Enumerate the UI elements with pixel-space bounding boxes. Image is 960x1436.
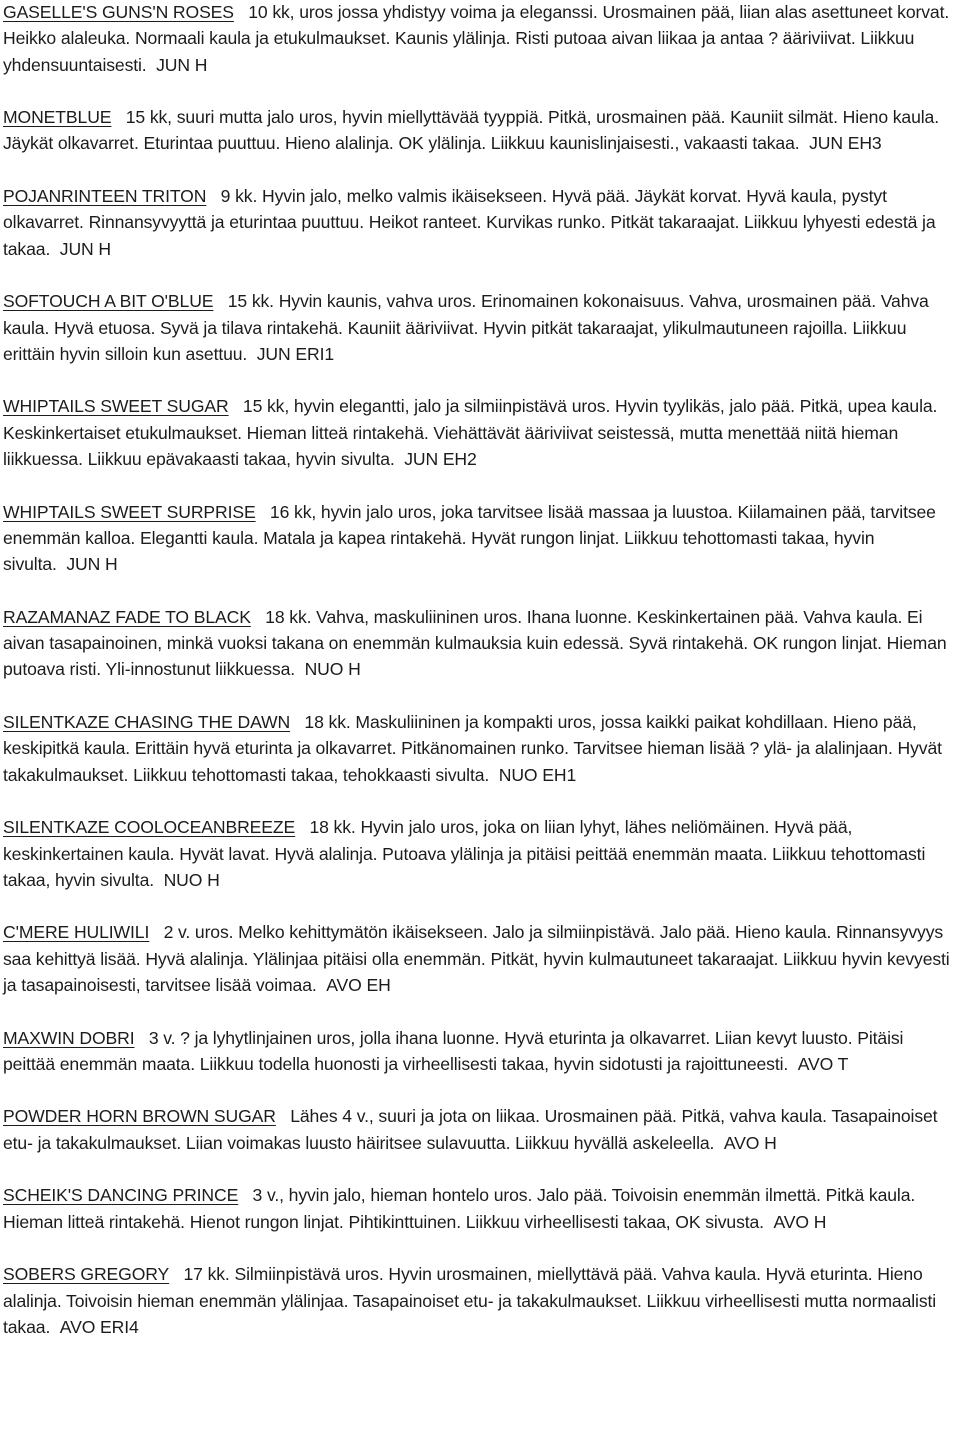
- dog-result: NUO EH1: [498, 764, 577, 785]
- dog-critique: 9 kk. Hyvin jalo, melko valmis ikäisekseen. Hyvä pää. Jäykät korvat. Hyvä kaula, pystyt olkavarret. Rinnansyvyyttä ja eturintaa puuttuu. Heikot ranteet. Kurvikas runko. Pitkät takaraajat. Liikkuu lyhyesti edestä ja takaa.: [3, 186, 936, 259]
- dog-result: JUN EH2: [404, 449, 477, 470]
- dog-result: AVO EH: [326, 974, 391, 995]
- dog-critique: 18 kk. Vahva, maskuliininen uros. Ihana luonne. Keskinkertainen pää. Vahva kaula. Ei aivan tasapainoinen, minkä vuoksi takana on enemmän kulmauksia kuin edessä. Syvä rintakehä. OK rungon linjat. Hieman putoava risti. Yli-innostunut liikkuessa.: [3, 606, 947, 680]
- dog-name: SOBERS GREGORY: [3, 1264, 170, 1285]
- dog-result: JUN H: [66, 554, 118, 575]
- dog-entry: [3, 919, 958, 998]
- dog-critique: 15 kk, hyvin elegantti, jalo ja silmiinpistävä uros. Hyvin tyylikäs, jalo pää. Pitkä, upea kaula. Keskinkertaiset etukulmaukset. Hieman litteä rintakehä. Viehättävät ääriviivat seistessä, mutta menettää niitä hieman liikkuessa. Liikkuu epävakaasti takaa, hyvin sivulta.: [3, 396, 938, 470]
- dog-critique: 2 v. uros. Melko kehittymätön ikäisekseen. Jalo ja silmiinpistävä. Jalo pää. Hieno kaula. Rinnansyvyys saa kehittyä lisää. Hyvä alalinja. Ylälinjaa pitäisi olla enemmän. Pitkät, hyvin kulmautuneet takaraajat. Liikkuu hyvin kevyesti ja tasapainoisesti, tarvitsee lisää voimaa.: [3, 922, 950, 995]
- dog-result: NUO H: [163, 869, 220, 890]
- dog-entry: [3, 1103, 958, 1156]
- dog-entry: [3, 604, 958, 683]
- dog-entry: [3, 104, 958, 157]
- dog-result: AVO T: [797, 1053, 849, 1074]
- dog-name: SILENTKAZE CHASING THE DAWN: [3, 712, 291, 733]
- dog-critique: Lähes 4 v., suuri ja jota on liikaa. Urosmainen pää. Pitkä, vahva kaula. Tasapainoiset etu- ja takakulmaukset. Liian voimakas luusto häiritsee sulavuutta. Liikkuu hyvällä askeleella.: [3, 1106, 938, 1153]
- dog-result: AVO ERI4: [59, 1316, 139, 1337]
- dog-critique: 3 v., hyvin jalo, hieman hontelo uros. Jalo pää. Toivoisin enemmän ilmettä. Pitkä kaula. Hieman litteä rintakehä. Hienot rungon linjat. Pihtikinttuinen. Liikkuu virheellisesti takaa, OK sivusta.: [3, 1185, 916, 1232]
- dog-result: AVO H: [723, 1132, 777, 1153]
- dog-result: NUO H: [304, 659, 361, 680]
- dog-critique: 10 kk, uros jossa yhdistyy voima ja eleganssi. Urosmainen pää, liian alas asettuneet korvat. Heikko alaleuka. Normaali kaula ja etukulmaukset. Kaunis ylälinja. Risti putoaa aivan liikaa ja antaa ? ääriviivat. Liikkuu yhdensuuntaisesti.: [3, 2, 950, 75]
- dog-entry: [3, 393, 958, 472]
- dog-critique: 15 kk. Hyvin kaunis, vahva uros. Erinomainen kokonaisuus. Vahva, urosmainen pää. Vahva kaula. Hyvä etuosa. Syvä ja tilava rintakehä. Kauniit ääriviivat. Hyvin pitkät takaraajat, ylikulmautuneen rajoilla. Liikkuu erittäin hyvin silloin kun asettuu.: [3, 291, 929, 364]
- dog-entry: [3, 814, 958, 893]
- dog-result: JUN EH3: [809, 133, 882, 154]
- dog-critique: 16 kk, hyvin jalo uros, joka tarvitsee lisää massaa ja luustoa. Kiilamainen pää, tarvitsee enemmän kalloa. Elegantti kaula. Matala ja kapea rintakehä. Hyvät rungon linjat. Liikkuu tehottomasti takaa, hyvin sivulta.: [3, 501, 936, 575]
- dog-critique: 18 kk. Maskuliininen ja kompakti uros, jossa kaikki paikat kohdillaan. Hieno pää, keskipitkä kaula. Erittäin hyvä eturinta ja olkavarret. Pitkänomainen runko. Tarvitsee hieman lisää ? ylä- ja alalinjaan. Hyvät takakulmaukset. Liikkuu tehottomasti takaa, tehokkaasti sivulta.: [3, 712, 942, 785]
- dog-name: SCHEIK'S DANCING PRINCE: [3, 1185, 239, 1206]
- dog-name: WHIPTAILS SWEET SUGAR: [3, 396, 229, 417]
- dog-name: SILENTKAZE COOLOCEANBREEZE: [3, 817, 296, 838]
- dog-name: MONETBLUE: [3, 107, 112, 128]
- dog-name: POWDER HORN BROWN SUGAR: [3, 1106, 276, 1127]
- dog-entry: [3, 0, 958, 78]
- dog-critique: 18 kk. Hyvin jalo uros, joka on liian lyhyt, lähes neliömäinen. Hyvä pää, keskinkertainen kaula. Hyvät lavat. Hyvä alalinja. Putoava ylälinja ja pitäisi peittää enemmän maata. Liikkuu tehottomasti takaa, hyvin sivulta.: [3, 817, 926, 890]
- dog-critique: 3 v. ? ja lyhytlinjainen uros, jolla ihana luonne. Hyvä eturinta ja olkavarret. Liian kevyt luusto. Pitäisi peittää enemmän maata. Liikkuu todella huonosti ja virheellisesti takaa, hyvin sidotusti ja rajoittuneesti.: [3, 1027, 904, 1074]
- dog-entry: [3, 1025, 958, 1078]
- dog-critique: 17 kk. Silmiinpistävä uros. Hyvin urosmainen, miellyttävä pää. Vahva kaula. Hyvä eturinta. Hieno alalinja. Toivoisin hieman enemmän ylälinjaa. Tasapainoiset etu- ja takakulmaukset. Liikkuu virheellisesti mutta normaalisti takaa.: [3, 1264, 937, 1337]
- dog-result: JUN H: [59, 238, 111, 259]
- dog-result: JUN ERI1: [256, 343, 334, 364]
- dog-entry: [3, 1261, 958, 1340]
- dog-entry: [3, 288, 958, 367]
- dog-name: POJANRINTEEN TRITON: [3, 186, 207, 207]
- dog-name: GASELLE'S GUNS'N ROSES: [3, 2, 234, 22]
- dog-name: WHIPTAILS SWEET SURPRISE: [3, 501, 256, 522]
- dog-name: SOFTOUCH A BIT O'BLUE: [3, 291, 214, 312]
- dog-name: RAZAMANAZ FADE TO BLACK: [3, 606, 251, 627]
- dog-entry: [3, 499, 958, 578]
- dog-entry: [3, 183, 958, 262]
- dog-entry: [3, 1182, 958, 1235]
- dog-result: AVO H: [773, 1211, 827, 1232]
- dog-name: C'MERE HULIWILI: [3, 922, 150, 943]
- dog-critique: 15 kk, suuri mutta jalo uros, hyvin miellyttävää tyyppiä. Pitkä, urosmainen pää. Kauniit silmät. Hieno kaula. Jäykät olkavarret. Eturintaa puuttuu. Hieno alalinja. OK ylälinja. Liikkuu kaunislinjaisesti., vakaasti takaa.: [3, 107, 939, 154]
- dog-result: JUN H: [156, 54, 208, 75]
- dog-name: MAXWIN DOBRI: [3, 1027, 135, 1048]
- dog-entry: [3, 709, 958, 788]
